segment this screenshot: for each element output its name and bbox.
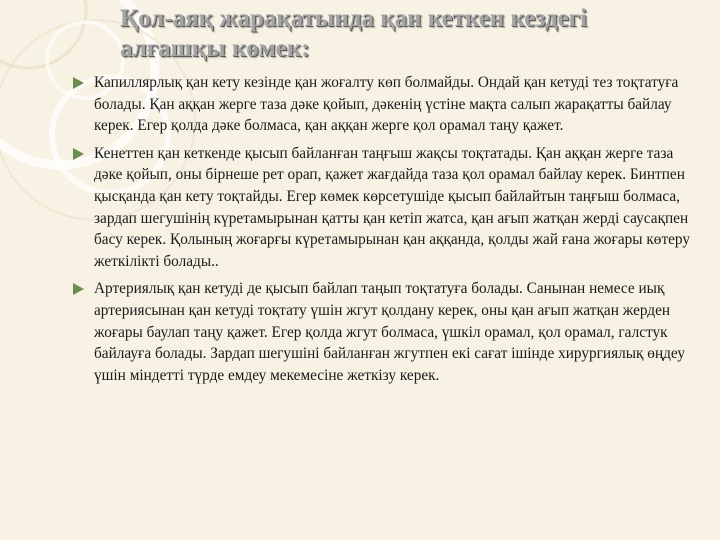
bullet-text: Капиллярлық қан кету кезінде қан жоғалту көп болмайды. Ондай қан кетуді тез тоқтатуға болады. Қан аққан жерге таза дәке қойып, дәкенің үстіне мақта салып жарақатты байлау керек. Егер қолда дәке болмаса, қан аққан жерге қол орамал таңу қажет.	[94, 74, 679, 135]
bullet-text: Кенеттен қан кеткенде қысып байланған таңғыш жақсы тоқтатады. Қан аққан жерге таза дәке қойып, оны бірнеше рет орап, қажет жағдайда таза қол орамал байлау керек. Бинтпен қысқанда қан кету тоқтайды. Егер көмек көрсетушіде қысып байлайтын таңғыш болмаса, зардап шегушінің күретамырынан қатты қан кетіп жатса, қан ағып жатқан жерді саусақпен басу керек. Қолының жоғарғы күретамырынан қан аққанда, қолды жай ғана жоғары көтеру жеткілікті болады..	[94, 144, 691, 270]
triangle-bullet-icon	[72, 283, 84, 295]
bullet-item	[72, 278, 697, 386]
triangle-bullet-icon	[72, 148, 84, 160]
bullet-item	[72, 143, 697, 273]
triangle-bullet-icon	[72, 77, 84, 89]
slide-title: Қол-аяқ жарақатында қан кеткен кездегі алғашқы көмек:	[120, 5, 587, 62]
bullet-item	[72, 72, 697, 137]
bullet-text: Артериялық қан кетуді де қысып байлап таңып тоқтатуға болады. Санынан немесе иық артериясынан қан кетуді тоқтату үшін жгут қолдану керек, оны қан ағып жатқан жерден жоғары баулап таңу қажет. Егер қолда жгут болмаса, үшкіл орамал, қол орамал, галстук байлауға болады. Зардап шегушіні байланған жгутпен екі сағат ішінде хирургиялық өңдеу үшін міндетті түрде емдеу мекемесіне жеткізу керек.	[94, 280, 685, 384]
bullet-list	[72, 72, 697, 392]
